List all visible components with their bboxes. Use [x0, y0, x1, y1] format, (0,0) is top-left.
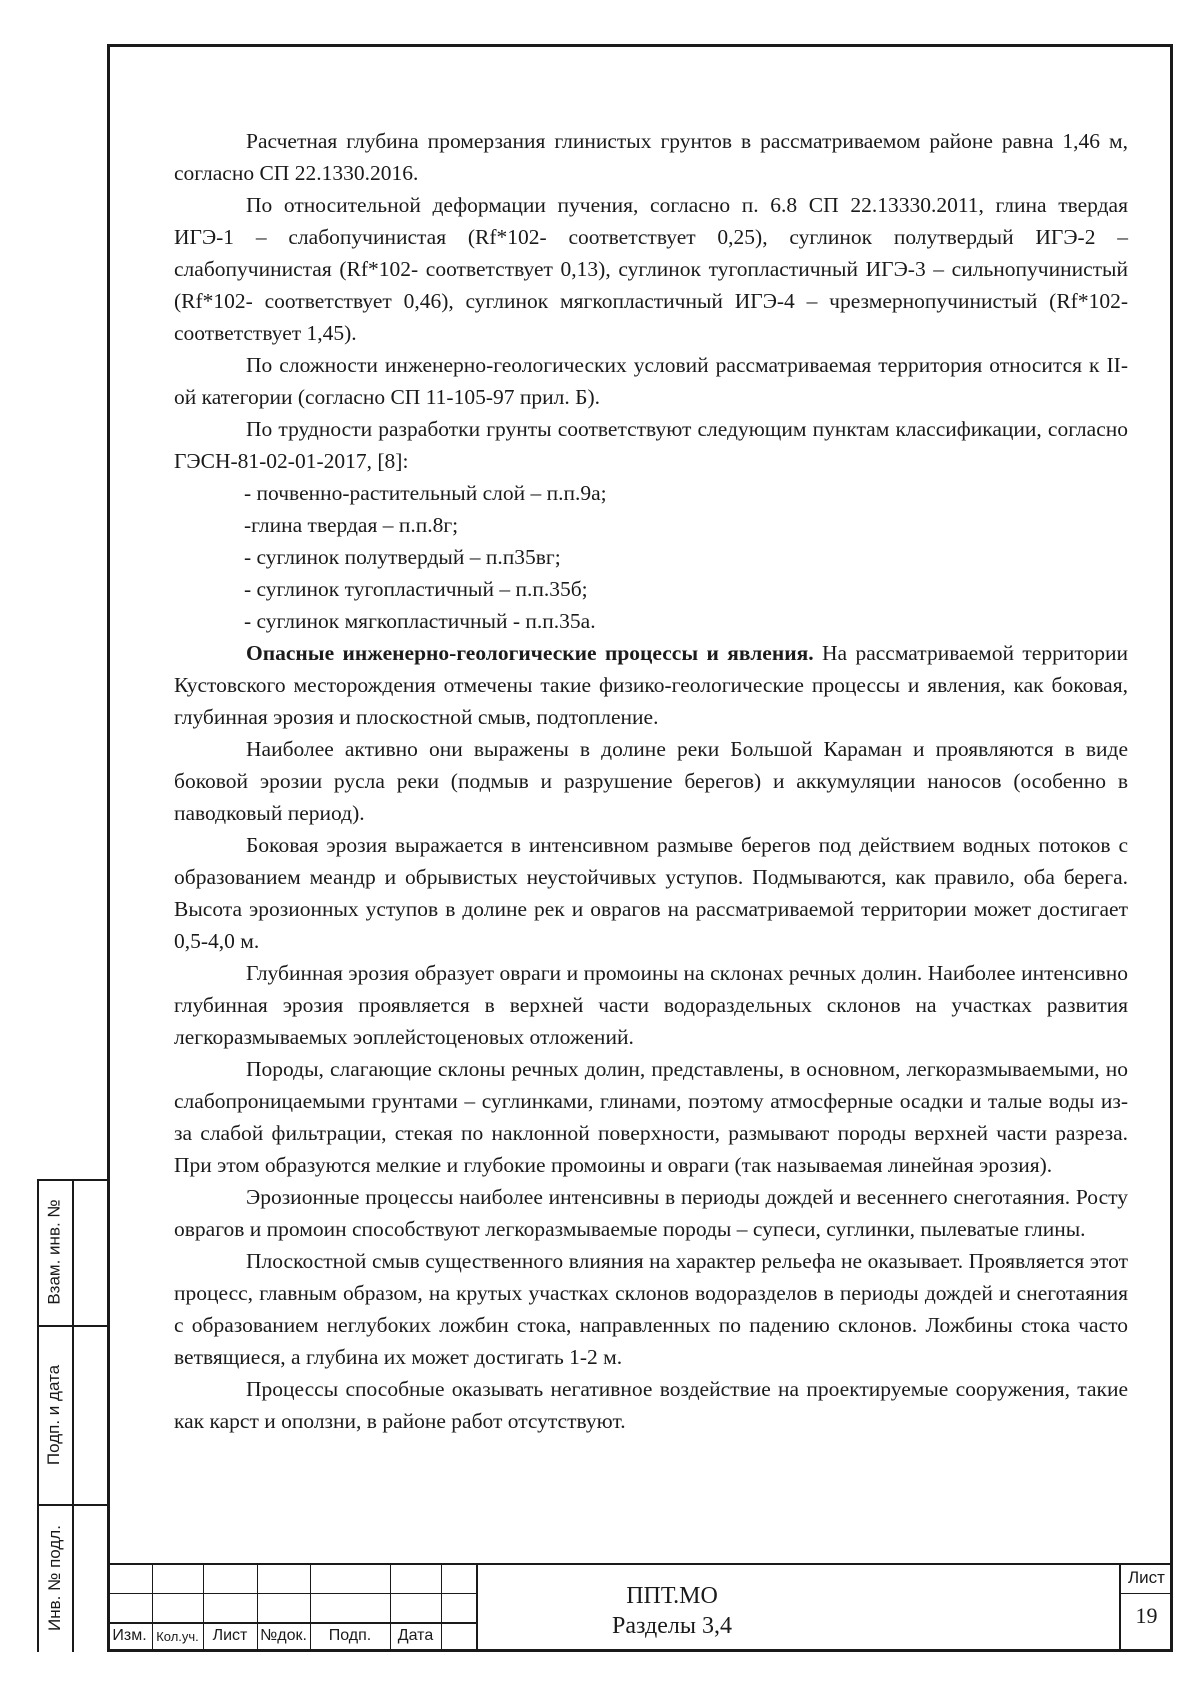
inv-podl-label: Инв. № подл.	[44, 1525, 64, 1631]
paragraph: По трудности разработки грунты соответствуют следующим пунктам классификации, согласно ГЭСН-81-02-01-2017, [8]:	[174, 417, 1128, 473]
document-sections: Разделы 3,4	[611, 1613, 732, 1639]
paragraph: Наиболее активно они выражены в долине реки Большой Караман и проявляются в виде боковой эрозии русла реки (подмыв и разрушение берегов) и аккумуляции наносов (особенно в паводковый период).	[174, 737, 1128, 825]
paragraph: Эрозионные процессы наиболее интенсивны в периоды дождей и весеннего снеготаяния. Росту оврагов и промоин способствуют легкоразмываемые породы – супеси, суглинки, пылеватые глины.	[174, 1185, 1128, 1241]
list-item: -глина твердая – п.п.8г;	[244, 513, 459, 537]
sheet-number: 19	[1135, 1603, 1158, 1628]
vzam-inv-label: Взам. инв. №	[44, 1199, 64, 1305]
paragraph: Расчетная глубина промерзания глинистых грунтов в рассматриваемом районе равна 1,46 м, согласно СП 22.1330.2016.	[174, 129, 1128, 185]
document-body	[174, 125, 1128, 1437]
side-stamp-value-column	[72, 1179, 107, 1652]
paragraph: Процессы способные оказывать негативное воздействие на проектируемые сооружения, такие как карст и оползни, в районе работ отсутствуют.	[174, 1377, 1128, 1433]
hazards-heading: Опасные инженерно-геологические процессы и явления.	[246, 641, 814, 665]
title-block-row-line	[107, 1593, 477, 1594]
list-item: - суглинок полутвердый – п.п35вг;	[244, 545, 561, 569]
col-list: Лист	[212, 1627, 248, 1644]
document-code	[477, 1581, 867, 1641]
side-stamp	[37, 1179, 107, 1652]
list-item: - суглинок тугопластичный – п.п.35б;	[244, 577, 588, 601]
paragraph: Глубинная эрозия образует овраги и промоины на склонах речных долин. Наиболее интенсивно глубинная эрозия проявляется в верхней части водораздельных склонов на участках развития легкоразмываемых эоплейстоценовых отложений.	[174, 961, 1128, 1049]
podp-data-label: Подп. и дата	[44, 1364, 64, 1465]
col-data: Дата	[397, 1627, 434, 1644]
sheet-cell-divider	[1120, 1593, 1173, 1594]
hazards-paragraph	[174, 637, 1128, 733]
title-block-row-line	[107, 1622, 477, 1624]
title-block-top-border	[107, 1563, 1173, 1565]
list-item: - почвенно-растительный слой – п.п.9а;	[244, 481, 607, 505]
paragraph: Боковая эрозия выражается в интенсивном размыве берегов под действием водных потоков с образованием меандр и обрывистых неустойчивых уступов. Подмываются, как правило, оба берега. Высота эрозионных уступов в долине рек и оврагов на рассматриваемой территории может достигает 0,5-4,0 м.	[174, 833, 1128, 953]
title-block-col-line	[441, 1563, 442, 1652]
paragraph: По сложности инженерно-геологических условий рассматриваемая территория относится к II-ой категории (согласно СП 11-105-97 прил. Б).	[174, 353, 1128, 409]
hazards-text: На рассматриваемой территории Кустовского месторождения отмечены такие физико-геологические процессы и явления, как боковая, глубинная эрозия и плоскостной смыв, подтопление.	[174, 641, 1128, 729]
col-kol-uch: Кол.уч.	[156, 1629, 199, 1644]
col-izm: Изм.	[112, 1627, 147, 1644]
paragraph: По относительной деформации пучения, согласно п. 6.8 СП 22.13330.2011, глина твердая ИГЭ-1 – слабопучинистая (Rf*102- соответствует 0,25), суглинок полутвердый ИГЭ-2 – слабопучинистая (Rf*102- соответствует 0,13), суглинок тугопластичный ИГЭ-3 – сильнопучинистый (Rf*102- соответствует 0,46), суглинок мягкопластичный ИГЭ-4 – чрезмернопучинистый (Rf*102- соответствует 1,45).	[174, 193, 1128, 345]
title-block	[107, 1563, 1173, 1652]
col-podp: Подп.	[328, 1627, 372, 1644]
sheet-label: Лист	[1128, 1568, 1165, 1587]
paragraph: Плоскостной смыв существенного влияния на характер рельефа не оказывает. Проявляется этот процесс, главным образом, на крутых участках склонов водоразделов в периоды дождей и снеготаяния с образованием неглубоких ложбин стока, направленных по падению склонов. Ложбины стока часто ветвящиеся, а глубина их может достигать 1-2 м.	[174, 1249, 1128, 1369]
paragraph: Породы, слагающие склоны речных долин, представлены, в основном, легкоразмываемыми, но слабопроницаемыми грунтами – суглинками, глинами, поэтому атмосферные осадки и талые воды из-за слабой фильтрации, стекая по наклонной поверхности, размывают породы верхней части разреза. При этом образуются мелкие и глубокие промоины и овраги (так называемая линейная эрозия).	[174, 1057, 1128, 1177]
list-item: - суглинок мягкопластичный - п.п.35а.	[244, 609, 596, 633]
document-code-text: ППТ.МО	[626, 1583, 718, 1609]
col-ndok: №док.	[260, 1627, 307, 1644]
